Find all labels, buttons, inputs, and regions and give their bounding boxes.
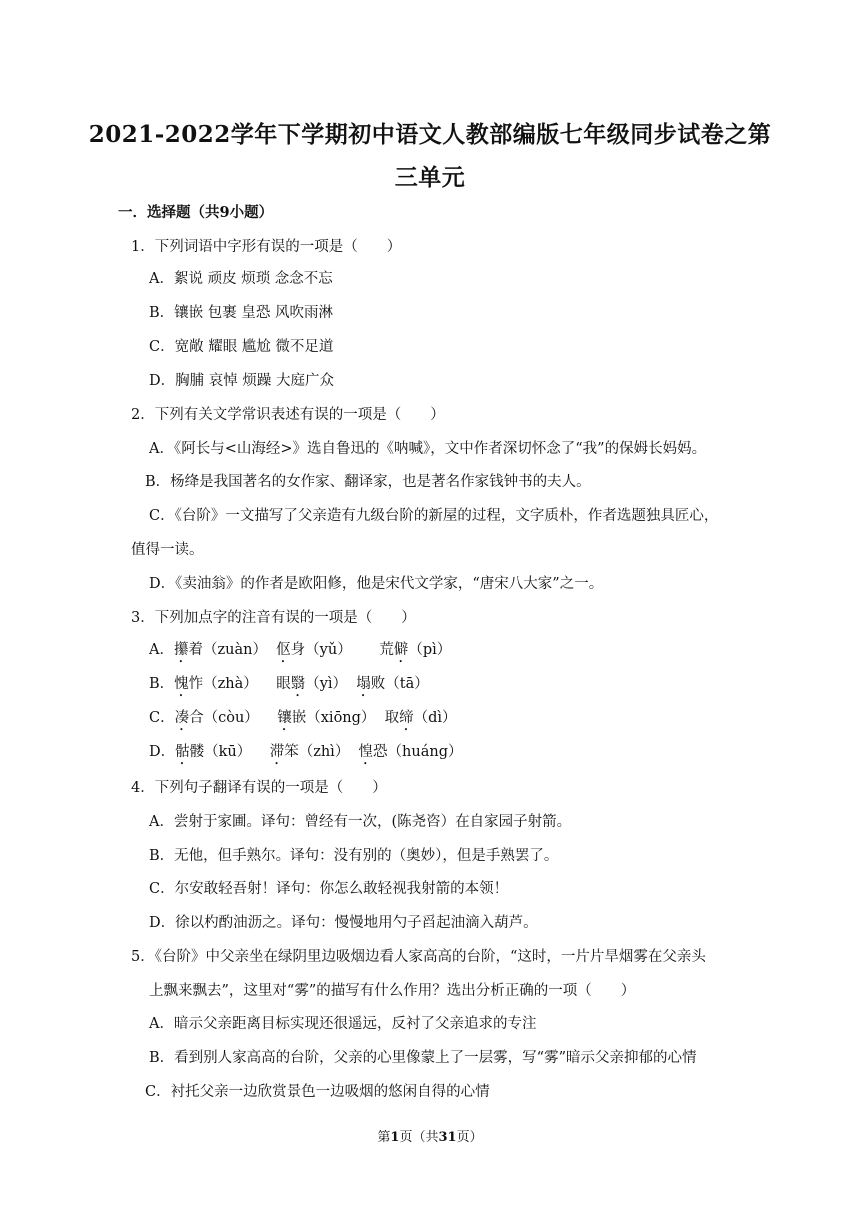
question-2-stem: 2．下列有关文学常识表述有误的一项是（ ）	[131, 407, 445, 423]
question-1-option-a: A．絮说 顽皮 烦琐 念念不忘	[149, 271, 333, 287]
dotted-char: 镶	[277, 710, 292, 726]
question-3-option-a	[149, 640, 451, 666]
dotted-char: 缔	[399, 710, 414, 726]
question-5-option-c: C．衬托父亲一边欣赏景色一边吸烟的悠闲自得的心情	[145, 1084, 490, 1100]
question-3-option-c	[149, 708, 457, 734]
page-footer	[0, 1126, 860, 1145]
current-page-number: 1	[390, 1130, 400, 1145]
dotted-char: 伛	[276, 642, 291, 658]
option-letter: C．	[149, 710, 175, 726]
plain-char: 取	[384, 710, 400, 726]
section-heading: 一．选择题（共9小题）	[118, 204, 274, 221]
pinyin-text: 着（zuàn）	[188, 642, 267, 658]
exam-title-line-1: 2021-2022学年下学期初中语文人教部编版七年级同步试卷之第	[88, 121, 772, 148]
pinyin-text: （yì）	[305, 676, 348, 692]
total-pages-number: 31	[438, 1130, 457, 1145]
question-1-stem: 1．下列词语中字形有误的一项是（ ）	[131, 239, 402, 255]
pinyin-text: 笨（zhì）	[284, 744, 350, 760]
question-5-stem-cont: 上飘来飘去”，这里对“雾”的描写有什么作用？选出分析正确的一项（ ）	[149, 983, 636, 999]
dotted-char: 塌	[356, 676, 371, 692]
pinyin-text: 败（tā）	[370, 676, 429, 692]
footer-text: 页）	[456, 1130, 483, 1145]
dotted-char: 惶	[358, 744, 374, 760]
question-2-option-c-cont: 值得一读。	[131, 542, 204, 558]
pinyin-text: 髅（kū）	[189, 744, 252, 760]
footer-text: 页（共	[399, 1130, 439, 1145]
question-3-option-b	[149, 674, 429, 700]
dotted-char: 骷	[175, 744, 190, 760]
pinyin-text: 合（còu）	[189, 710, 259, 726]
dotted-char: 愧	[174, 676, 189, 692]
pinyin-text: 嵌（xiōng）	[291, 710, 376, 726]
plain-char: 眼	[276, 676, 291, 692]
exam-title-line-2: 三单元	[394, 164, 466, 191]
question-5-stem: 5．《台阶》中父亲坐在绿阴里边吸烟边看人家高高的台阶，“这时，一片片旱烟雾在父亲头	[131, 949, 706, 965]
question-2-option-c: C．《台阶》一文描写了父亲造有九级台阶的新屋的过程，文字质朴，作者选题独具匠心，	[149, 508, 719, 524]
option-letter: B．	[149, 676, 175, 692]
question-2-option-a: A．《阿长与<山海经>》选自鲁迅的《呐喊》，文中作者深切怀念了“我”的保姆长妈妈。	[149, 441, 707, 457]
question-1-option-c: C．宽敞 耀眼 尴尬 微不足道	[149, 339, 334, 355]
dotted-char: 翳	[290, 676, 306, 692]
dotted-char: 攥	[173, 642, 189, 658]
question-4-option-d: D．徐以杓酌油沥之。译句：慢慢地用勺子舀起油滴入葫芦。	[149, 915, 538, 931]
pinyin-text: 怍（zhà）	[188, 676, 258, 692]
pinyin-text: 恐（huáng）	[373, 744, 463, 760]
question-4-option-c: C．尔安敢轻吾射！译句：你怎么敢轻视我射箭的本领！	[149, 881, 509, 897]
dotted-char: 凑	[174, 710, 190, 726]
question-5-option-a: A．暗示父亲距离目标实现还很遥远，反衬了父亲追求的专注	[149, 1016, 537, 1032]
question-4-stem: 4．下列句子翻译有误的一项是（ ）	[131, 780, 387, 796]
question-4-option-b: B．无他，但手熟尔。译句：没有别的（奥妙），但是手熟罢了。	[149, 848, 559, 864]
plain-char: 荒	[379, 642, 394, 658]
question-2-option-b: B．杨绛是我国著名的女作家、翻译家，也是著名作家钱钟书的夫人。	[145, 474, 591, 490]
question-1-option-b: B．镶嵌 包裹 皇恐 风吹雨淋	[149, 305, 333, 321]
pinyin-text: （pì）	[408, 642, 452, 658]
question-3-stem: 3．下列加点字的注音有误的一项是（ ）	[131, 610, 416, 626]
dotted-char: 滞	[269, 744, 285, 760]
question-2-option-d: D．《卖油翁》的作者是欧阳修，他是宋代文学家，“唐宋八大家”之一。	[149, 576, 604, 592]
question-3-option-d	[149, 742, 463, 768]
option-letter: D．	[149, 744, 176, 760]
dotted-char: 僻	[393, 642, 409, 658]
question-4-option-a: A．尝射于家圃。译句：曾经有一次，(陈尧咨）在自家园子射箭。	[149, 814, 572, 830]
footer-text: 第	[377, 1130, 391, 1145]
question-1-option-d: D．胸脯 哀悼 烦躁 大庭广众	[149, 373, 334, 389]
option-letter: A．	[149, 642, 174, 658]
question-5-option-b: B．看到别人家高高的台阶，父亲的心里像蒙上了一层雾，写“雾”暗示父亲抑郁的心情	[149, 1050, 697, 1066]
pinyin-text: （dì）	[413, 710, 457, 726]
pinyin-text: 身（yǔ）	[290, 642, 352, 658]
